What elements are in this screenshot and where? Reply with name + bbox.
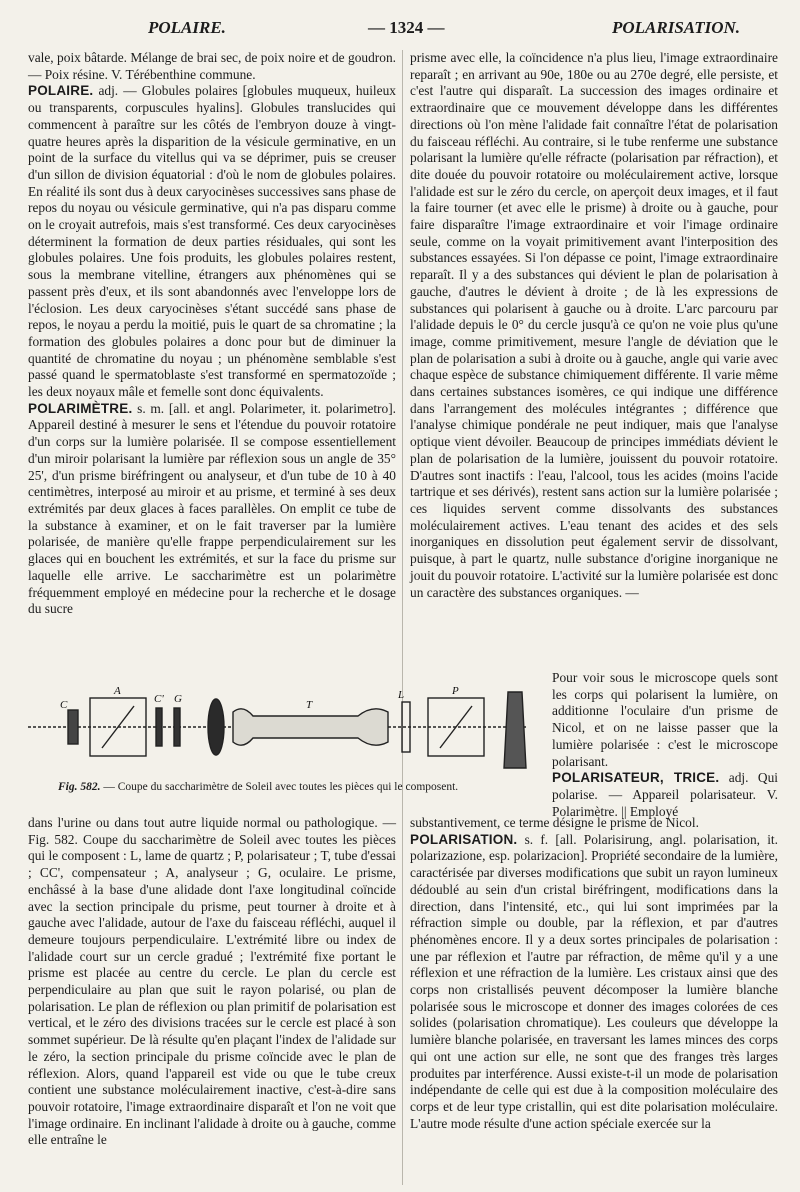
entry-polarisation-text: s. f. [all. Polarisirung, angl. polarisation, it. polarizazione, esp. polarizacion]. Propriété secondaire de la lumière, caractérisée par diverses modifications que subit un rayon lumineux dédoublé au sein d'un cristal biréfringent, modifications dans la direction, dans l'intensité, etc., qui lui sont imprimées par la réfraction simple ou double, par la réflexion, et par d'autres phénomènes encore. Il y a deux sortes principales de polarisation : une par réflexion et l'autre par réfraction, de même qu'il y a une réflexion et une réfraction de la lumière. Les cristaux ainsi que des corps non cristallisés peuvent décomposer la lumière blanche polarisée sous le microscope et donner des images colorées de ces solides (polarisation chromatique). Les couleurs que développe la lumière blanche polarisée, en traversant les lames minces des corps qui ont une action sur elle, ne sont que des franges très larges produites par interférence. Aussi existe-t-il un mode de polarisation indépendante de celle qui est due à la composition moléculaire des corps et de leur type cristallin, qui est dite polarisation moléculaire. L'autre mode résulte d'une action spéciale exercée sur la [410,831,778,1131]
part-t-tube [233,709,388,745]
entry-polaire-text: adj. — Globules polaires [globules muqueux, huileux ou transparents, corpuscules hyalins]. Globules translucides qui commencent à paraître sur les côtés de l'embryon douze à vingt-quatre heures après la disparition de la vésicule germinative, en un point de la surface du vitellus qui va se déprimer, puis se creuser d'un sillon de division équatorial : d'où le nom de globules polaires. En réalité ils sont dus à deux caryocinèses successives sans phase de repos du noyau ou vésicule germinative, qui n'a pas disparu comme on le croyait autrefois, mais s'est transformé. Ces deux caryocinèses déterminent la formation de deux parties résiduales, qui sont les globules polaires. Une fois produits, les globules polaires restent, sous la membrane vitelline, étrangers aux phénomènes qui se passent près d'eux, et ils sont abandonnés avec l'enveloppe lors de l'éclosion. Les deux caryocinèses s'étant succédé sans phase de repos, le noyau a perdu la moitié, puis le quart de sa chromatine ; la formation des globules polaires a donc pour but de diminuer la quantité de chromatine du noyau ; un phénomène semblable s'est passé quand le spermatoblaste s'est transformé en spermatozoïde ; les deux noyaux mâle et femelle sont donc équivalents. [28,83,396,400]
entry-continuation: vale, poix bâtarde. Mélange de brai sec, de poix noire et de goudron. — Poix résine. V. Térébenthine commune. [28,50,396,82]
column-2 [410,50,778,670]
column-2-lower [552,670,778,819]
lens [208,699,224,755]
figure-caption [58,781,528,794]
microscope-note: Pour voir sous le microscope quels sont les corps qui polarisent la lumière, on additionne l'oculaire d'un prisme de Nicol, et on ne laisse passer que la lumière polarisée : c'est le microscope polarisant. [552,670,778,769]
part-c-prime [156,708,162,746]
entry-polarimetre [28,401,396,618]
label-c-prime: C' [154,693,164,705]
page-number: — 1324 — [368,18,445,37]
label-a: A [114,685,121,697]
part-g-plate [174,708,180,746]
headword-polarimetre: POLARIMÈTRE. [28,400,133,416]
figure-caption-label: Fig. 582. [58,781,101,793]
entry-polarimetre-continued: dans l'urine ou dans tout autre liquide normal ou pathologique. — Fig. 582. Coupe du saccharimètre de Soleil avec toutes les pièces qui le composent : L, lame de quartz ; P, polarisateur ; T, tube d'essai ; CC', compensateur ; A, analyseur ; G, oculaire. Le prisme, enchâssé à la base d'une alidade dont l'axe longitudinal coïncide avec la section principale du prisme, peut tourner à droite et à gauche avec l'alidade, autour de l'axe du faisceau réfléchi, auquel il demeure toujours perpendiculaire. L'extrémité libre ou index de l'alidade court sur un cercle gradué ; l'extrémité fixe portant le prisme est placée au centre du cercle. Le plan du cercle est perpendiculaire au plan que suit le rayon polarisé, ou plan de polarisation. Le plan de réflexion ou plan primitif de polarisation est vertical, et le zéro des divisions tracées sur le cercle est placé à son sommet supérieur. De là résulte qu'en plaçant l'index de l'alidade sur le zéro, la section principale du prisme coïncide avec le plan de réflexion. Alors, quand l'appareil est vide ou que le tube creux contient une substance moléculairement inactive, c'est-à-dire sans pouvoir rotatoire, l'image extraordinaire disparaît et l'on ne voit que l'image ordinaire. En inclinant l'alidade à droite ou à gauche, comme elle entraîne le [28,815,396,1148]
entry-polaire [28,83,396,400]
label-c: C [60,699,68,711]
column-3 [28,815,396,1185]
header-left-word: POLAIRE. [148,18,226,37]
label-t: T [306,699,313,711]
headword-polarisateur: POLARISATEUR, TRICE. [552,770,720,786]
entry-polarimetre-text: s. m. [all. et angl. Polarimeter, it. polarimetro]. Appareil destiné à mesurer le sens et l'étendue du pouvoir rotatoire d'un corps sur la lumière polarisée. Il se compose essentiellement d'un miroir polarisant la lumière par réflexion sous un angle de 35° 25', d'un prisme biréfringent ou analyseur, et d'un tube de 10 à 40 centimètres, interposé au miroir et au prisme, et terminé à ses deux extrémités par deux glaces à faces parallèles. On emplit ce tube de la substance à examiner, et on le fait traverser par la lumière polarisée, de manière qu'elle frappe perpendiculairement sur les glaces qui en bouchent les extrémités, et sur la face du prisme sur laquelle elle arrive. Le saccharimètre est un polarimètre fréquemment employé en médecine pour la recherche et le dosage du sucre [28,400,396,617]
column-1 [28,50,396,670]
label-l: L [398,689,405,701]
entry-polarisateur [552,770,778,820]
entry-continuation-2: prisme avec elle, la coïncidence n'a plus lieu, l'image extraordinaire reparaît ; en arrivant au 90e, 180e ou au 270e degré, elle persiste, et c'est l'autre qui disparaît. La succession des images ordinaire et extraordinaire que ce mouvement développe dans les différentes directions où l'on mène l'alidade fait connaître l'état de polarisation du faisceau réfléchi. Au contraire, si le tube renferme une substance polarisant la lumière qu'elle réfracte (polarisation par réfraction), et dite douée du pouvoir rotatoire ou moléculairement active, lorsque l'alidade est sur le zéro du cercle, on aperçoit deux images, et il faut la faire tourner (et avec elle le prisme) à droite ou à gauche, pour faire disparaître l'image extraordinaire et voir l'image ordinaire seule, comme on la voyait primitivement avant l'interposition des substances essayées. Si l'on dépasse ce point, l'image extraordinaire reparaît. Il y a des substances qui dévient le plan de polarisation à gauche, d'autres le dévient à droite ; de là les expressions de substances qui polarisent à gauche ou à droite. L'arc parcouru par l'alidade depuis le 0° du cercle jusqu'à ce qu'on ne voie plus qu'une image, comme primitivement, mesure l'angle de déviation que le plan de polarisation a subi à droite ou à gauche, angle qui varie avec chaque espèce de substance chimiquement différente. Il varie même dans certaines substances isomères, ce qui indique une différence dans l'arrangement des molécules intégrantes ; différence que l'analyse chimique pondérale ne peut indiquer, mais que l'analyse optique vient dévoiler. Beaucoup de principes immédiats dévient le plan de polarisation de la lumière, jouissent du pouvoir rotatoire. D'autres sont inactifs : l'eau, l'alcool, tous les acides (moins l'acide tartrique et ses dérivés), restent sans action sur la lumière polarisée ; ces liquides servent comme dissolvants des substances moléculairement actives. L'eau tenant des acides et des sels inorganiques en dissolution peut également servir de dissolvant, puisque, à part le quartz, nulle substance d'origine inorganique ne jouit du pouvoir rotatoire. L'activité sur la lumière polarisée est donc un caractère des substances organiques. — [410,50,778,600]
label-p: P [452,685,459,697]
headword-polaire: POLAIRE. [28,83,94,99]
figure-caption-text: — Coupe du saccharimètre de Soleil avec toutes les pièces qui le composent. [100,781,459,793]
entry-polarisateur-continued: substantivement, ce terme désigne le prisme de Nicol. [410,815,699,830]
column-4 [410,815,778,1185]
saccharimeter-figure [28,672,548,782]
lamp [504,692,526,768]
entry-polarisation [410,832,778,1133]
part-c-block [68,710,78,744]
entry-polarisateur-text: adj. Qui polarise. — Appareil polarisateur. V. Polarimètre. || Employé [552,770,778,819]
column-divider [402,50,403,1185]
page-header [0,18,800,48]
header-right-word: POLARISATION. [612,18,740,37]
label-g: G [174,693,182,705]
headword-polarisation: POLARISATION. [410,831,518,847]
